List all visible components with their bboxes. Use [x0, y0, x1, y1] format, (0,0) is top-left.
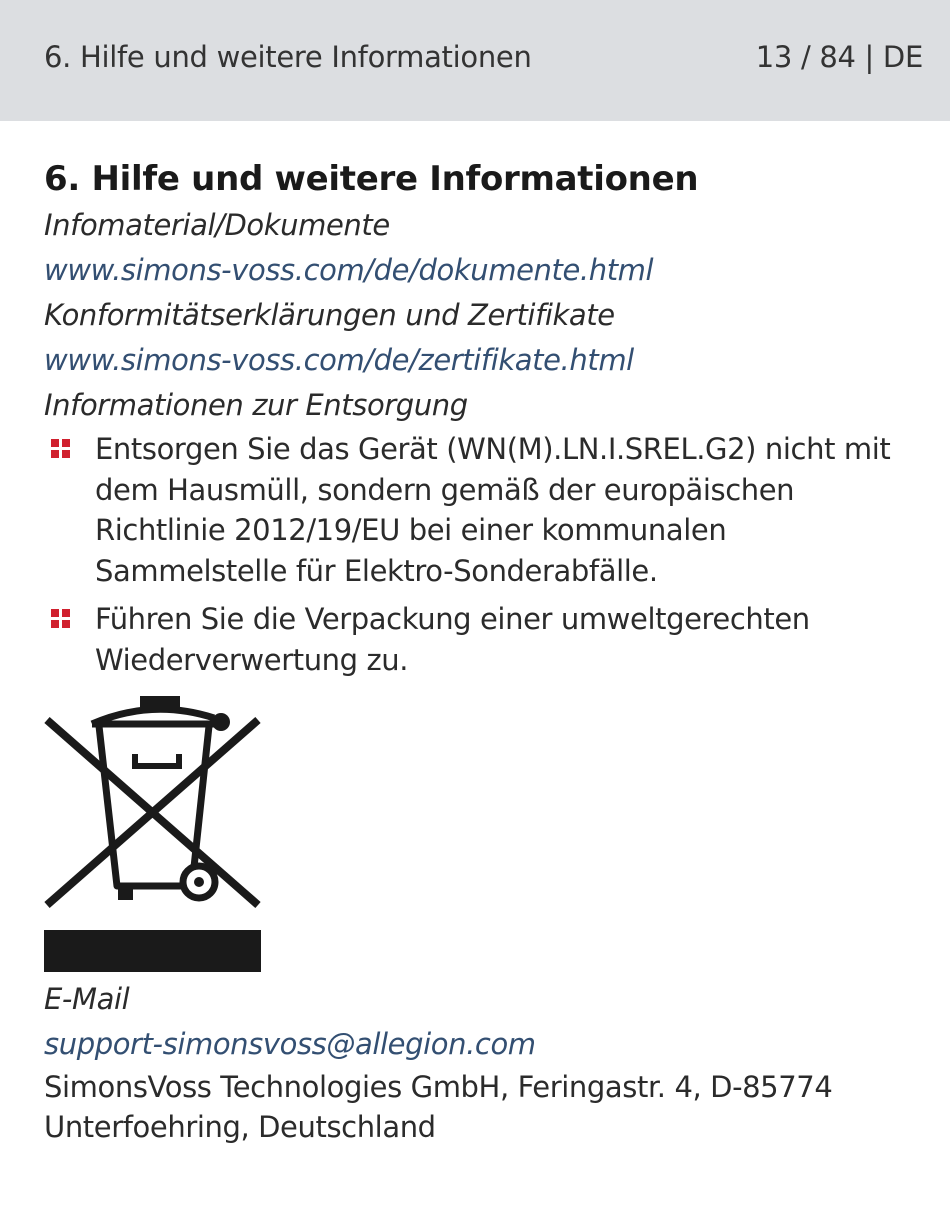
docs-link[interactable]: www.simons-voss.com/de/dokumente.html — [44, 253, 654, 287]
crossed-out-bin-icon — [44, 696, 262, 976]
list-item-text: Entsorgen Sie das Gerät (WN(M).LN.I.SREL.G2) nicht mit dem Hausmüll, sondern gemäß der europäischen Richtlinie 2012/19/EU bei einer kommunalen Sammelstelle für Elektro-Sonderabfälle. — [95, 432, 891, 588]
page-header — [0, 0, 950, 121]
email-label: E-Mail — [44, 982, 130, 1016]
disposal-label: Informationen zur Entsorgung — [44, 388, 468, 422]
certs-link[interactable]: www.simons-voss.com/de/zertifikate.html — [44, 343, 634, 377]
main-content — [44, 155, 924, 1147]
address-line-2: Unterfoehring, Deutschland — [44, 1110, 436, 1144]
list-item — [44, 429, 924, 591]
page-number: 13 / 84 | DE — [755, 40, 923, 74]
list-item — [44, 599, 924, 680]
bullet-icon — [50, 438, 72, 460]
list-item-text: Führen Sie die Verpackung einer umweltgerechten Wiederverwertung zu. — [95, 602, 810, 677]
certs-label: Konformitätserklärungen und Zertifikate — [44, 298, 615, 332]
docs-label: Infomaterial/Dokumente — [44, 208, 390, 242]
address-line-1: SimonsVoss Technologies GmbH, Feringastr. 4, D-85774 — [44, 1070, 833, 1104]
section-heading: 6. Hilfe und weitere Informationen — [44, 159, 699, 199]
bullet-icon — [50, 608, 72, 630]
email-link[interactable]: support-simonsvoss@allegion.com — [44, 1027, 536, 1061]
header-title: 6. Hilfe und weitere Informationen — [44, 40, 532, 74]
disposal-list — [44, 429, 924, 680]
